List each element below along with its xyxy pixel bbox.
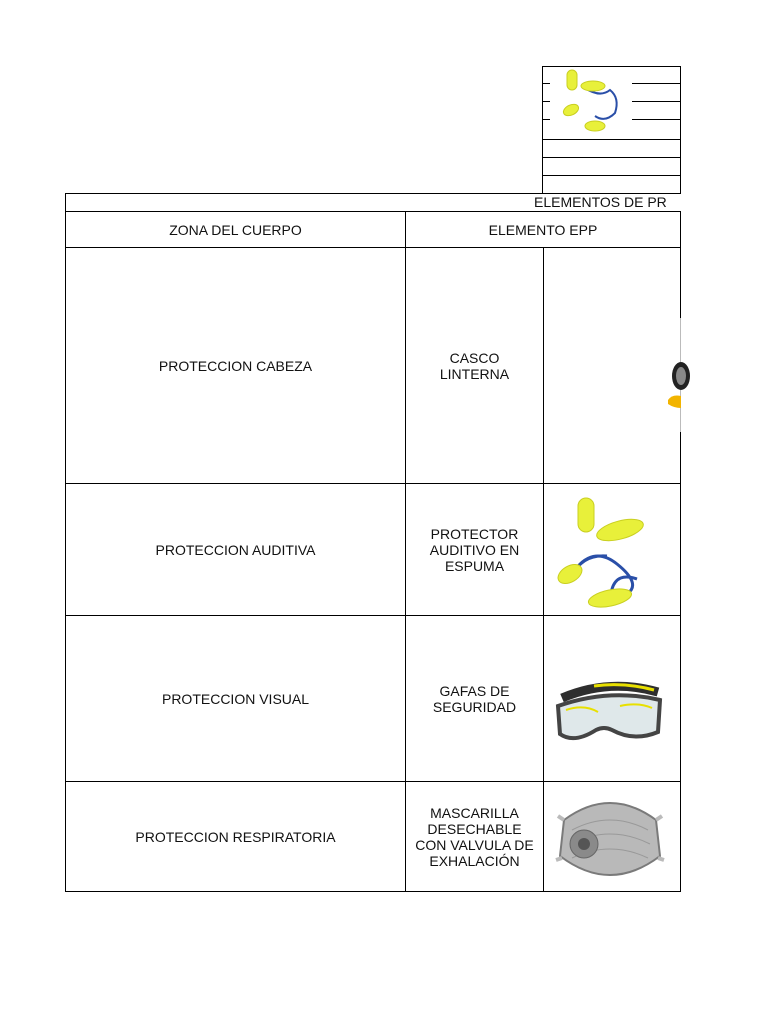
- banner-title: ELEMENTOS DE PR: [534, 194, 667, 210]
- element-cell: CASCO LINTERNA: [439, 349, 510, 382]
- respirator-mask-icon: [554, 790, 666, 886]
- zone-cell: PROTECCION AUDITIVA: [155, 541, 316, 558]
- earplugs-logo-icon: [555, 68, 630, 134]
- helmet-lamp-icon: [668, 318, 681, 432]
- column-header-zone: ZONA DEL CUERPO: [169, 221, 302, 238]
- column-header-element: ELEMENTO EPP: [488, 221, 598, 238]
- zone-cell: PROTECCION RESPIRATORIA: [135, 828, 336, 845]
- element-cell: MASCARILLA DESECHABLE CON VALVULA DE EXHALACIÓN: [415, 804, 534, 869]
- zone-cell: PROTECCION CABEZA: [158, 357, 313, 374]
- foam-earplugs-icon: [552, 494, 662, 610]
- zone-cell: PROTECCION VISUAL: [161, 690, 310, 707]
- safety-goggles-icon: [554, 676, 664, 752]
- element-cell: PROTECTOR AUDITIVO EN ESPUMA: [429, 525, 520, 574]
- element-cell: GAFAS DE SEGURIDAD: [432, 682, 517, 715]
